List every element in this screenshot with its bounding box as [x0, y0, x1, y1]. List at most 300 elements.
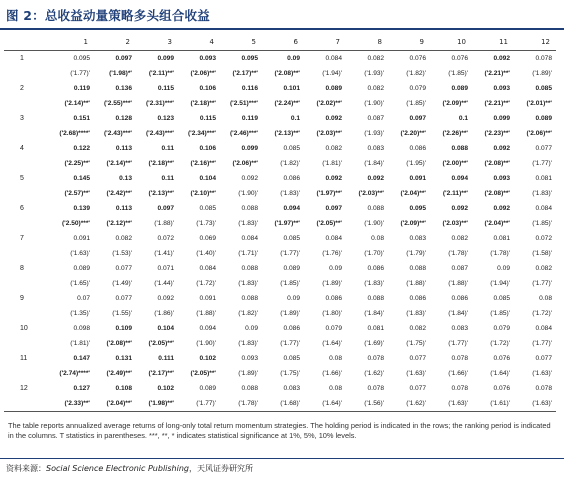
return-cell: 0.086: [409, 144, 426, 152]
return-cell: 0.084: [325, 54, 342, 62]
column-header: 5: [220, 34, 262, 51]
column-header: 7: [304, 34, 346, 51]
return-cell: 0.083: [451, 324, 468, 332]
t-stat-cell: ('2.13)**': [274, 129, 300, 137]
return-cell: 0.094: [283, 204, 300, 212]
return-cell: 0.088: [241, 294, 258, 302]
t-stat-cell: ('2.00)**': [442, 159, 468, 167]
t-stat-cell: ('1.85)': [406, 99, 426, 107]
return-cell: 0.084: [535, 204, 552, 212]
row-label: 1: [20, 54, 24, 62]
return-cell: 0.092: [325, 114, 342, 122]
return-cell: 0.101: [283, 84, 300, 92]
t-stat-cell: ('2.13)**': [148, 189, 174, 197]
t-stat-cell: ('1.80)': [322, 309, 342, 317]
return-cell: 0.136: [115, 84, 132, 92]
return-cell: 0.095: [241, 54, 258, 62]
table-row-tstat: [4, 336, 556, 352]
t-stat-cell: ('1.63)': [406, 369, 426, 377]
return-cell: 0.071: [157, 264, 174, 272]
t-stat-cell: ('1.97)**': [274, 219, 300, 227]
table-row-tstat: [4, 216, 556, 232]
table-row: [4, 111, 556, 126]
t-stat-cell: ('1.40)': [196, 249, 216, 257]
row-label: 2: [20, 84, 24, 92]
t-stat-cell: ('1.90)': [196, 339, 216, 347]
t-stat-cell: ('2.08)**': [274, 69, 300, 77]
t-stat-cell: ('1.53)': [112, 249, 132, 257]
return-cell: 0.088: [241, 384, 258, 392]
column-header: 9: [388, 34, 430, 51]
t-stat-cell: ('2.25)**': [64, 159, 90, 167]
t-stat-cell: ('1.72)': [490, 339, 510, 347]
return-cell: 0.078: [535, 384, 552, 392]
return-cell: 0.115: [199, 114, 216, 122]
return-cell: 0.122: [73, 144, 90, 152]
row-label-blank: [4, 66, 52, 82]
t-stat-cell: ('1.83)': [238, 339, 258, 347]
t-stat-cell: ('1.89)': [532, 69, 552, 77]
return-cell: 0.088: [241, 204, 258, 212]
row-label-blank: [4, 186, 52, 202]
t-stat-cell: ('1.89)': [322, 279, 342, 287]
return-cell: 0.085: [283, 234, 300, 242]
return-cell: 0.091: [199, 294, 216, 302]
source-prefix: 资料来源：: [6, 464, 46, 473]
column-header: 6: [262, 34, 304, 51]
t-stat-cell: ('1.89)': [238, 369, 258, 377]
row-label-blank: [4, 306, 52, 322]
return-cell: 0.077: [535, 144, 552, 152]
table-body: [4, 51, 556, 412]
row-label-blank: [4, 276, 52, 292]
return-cell: 0.086: [409, 294, 426, 302]
t-stat-cell: ('1.81)': [322, 159, 342, 167]
t-stat-cell: ('2.06)**': [232, 159, 258, 167]
return-cell: 0.094: [451, 174, 468, 182]
return-cell: 0.08: [329, 384, 342, 392]
t-stat-cell: ('2.46)***': [229, 129, 258, 137]
return-cell: 0.077: [115, 264, 132, 272]
row-label: 4: [20, 144, 24, 152]
t-stat-cell: ('1.61)': [472, 396, 514, 412]
t-stat-cell: ('1.75)': [406, 339, 426, 347]
return-cell: 0.092: [325, 174, 342, 182]
t-stat-cell: ('1.81)': [70, 339, 90, 347]
return-cell: 0.13: [119, 174, 132, 182]
return-cell: 0.089: [73, 264, 90, 272]
return-cell: 0.092: [451, 204, 468, 212]
column-header: 3: [136, 34, 178, 51]
return-cell: 0.077: [409, 384, 426, 392]
t-stat-cell: ('1.41)': [154, 249, 174, 257]
return-cell: 0.081: [367, 324, 384, 332]
return-cell: 0.086: [367, 264, 384, 272]
t-stat-cell: ('2.42)**': [106, 189, 132, 197]
column-header: 10: [430, 34, 472, 51]
t-stat-cell: ('2.26)**': [442, 129, 468, 137]
t-stat-cell: ('1.77)': [280, 339, 300, 347]
t-stat-cell: ('1.93)': [364, 69, 384, 77]
return-cell: 0.085: [535, 84, 552, 92]
t-stat-cell: ('2.02)**': [316, 99, 342, 107]
return-cell: 0.145: [73, 174, 90, 182]
t-stat-cell: ('2.17)**': [148, 369, 174, 377]
t-stat-cell: ('1.98)**': [136, 396, 178, 412]
t-stat-cell: ('1.89)': [280, 309, 300, 317]
table-row: [4, 291, 556, 306]
table-row-tstat: [4, 186, 556, 202]
return-cell: 0.076: [493, 384, 510, 392]
t-stat-cell: ('2.08)**': [484, 159, 510, 167]
row-label-blank: [4, 336, 52, 352]
return-cell: 0.119: [73, 84, 90, 92]
return-cell: 0.097: [157, 204, 174, 212]
return-cell: 0.123: [157, 114, 174, 122]
t-stat-cell: ('2.51)***': [229, 99, 258, 107]
t-stat-cell: ('2.05)**': [316, 219, 342, 227]
source-suffix: ，天风证券研究所: [189, 464, 253, 473]
return-cell: 0.088: [367, 204, 384, 212]
table-row-tstat: [4, 126, 556, 142]
t-stat-cell: ('2.49)**': [106, 369, 132, 377]
table-row-tstat: [4, 306, 556, 322]
return-cell: 0.086: [283, 324, 300, 332]
t-stat-cell: ('2.24)**': [274, 99, 300, 107]
t-stat-cell: ('1.56)': [346, 396, 388, 412]
t-stat-cell: ('2.09)**': [400, 219, 426, 227]
t-stat-cell: ('1.88)': [154, 219, 174, 227]
return-cell: 0.128: [115, 114, 132, 122]
return-cell: 0.082: [367, 54, 384, 62]
column-header: 4: [178, 34, 220, 51]
return-cell: 0.077: [409, 354, 426, 362]
t-stat-cell: ('1.90)': [364, 219, 384, 227]
return-cell: 0.119: [241, 114, 258, 122]
return-cell: 0.095: [73, 54, 90, 62]
t-stat-cell: ('1.85)': [490, 309, 510, 317]
t-stat-cell: ('1.88)': [448, 279, 468, 287]
return-cell: 0.079: [493, 324, 510, 332]
t-stat-cell: ('1.84)': [364, 159, 384, 167]
return-cell: 0.085: [493, 294, 510, 302]
t-stat-cell: ('2.08)**': [106, 339, 132, 347]
figure-title: 图 2：总收益动量策略多头组合收益: [6, 8, 210, 23]
return-cell: 0.09: [497, 264, 510, 272]
return-cell: 0.078: [451, 384, 468, 392]
table-row-tstat: [4, 66, 556, 82]
t-stat-cell: ('1.90)': [238, 189, 258, 197]
return-cell: 0.1: [458, 114, 468, 122]
t-stat-cell: ('2.05)**': [190, 369, 216, 377]
return-cell: 0.078: [367, 384, 384, 392]
return-cell: 0.086: [325, 294, 342, 302]
return-cell: 0.093: [493, 84, 510, 92]
return-cell: 0.082: [325, 144, 342, 152]
t-stat-cell: ('1.49)': [112, 279, 132, 287]
row-label: 6: [20, 204, 24, 212]
t-stat-cell: ('1.77)': [532, 339, 552, 347]
return-cell: 0.087: [367, 114, 384, 122]
row-label-blank: [4, 126, 52, 142]
t-stat-cell: ('1.75)': [280, 369, 300, 377]
row-label-blank: [4, 216, 52, 232]
return-cell: 0.081: [535, 174, 552, 182]
return-cell: 0.082: [451, 234, 468, 242]
t-stat-cell: ('1.83)': [364, 279, 384, 287]
t-stat-cell: ('2.12)**': [106, 219, 132, 227]
return-cell: 0.139: [73, 204, 90, 212]
table-row-tstat: [4, 276, 556, 292]
table-row: [4, 231, 556, 246]
t-stat-cell: ('1.97)**': [316, 189, 342, 197]
return-cell: 0.081: [493, 234, 510, 242]
t-stat-cell: ('1.78)': [448, 249, 468, 257]
return-cell: 0.097: [325, 204, 342, 212]
return-cell: 0.097: [409, 114, 426, 122]
return-cell: 0.085: [283, 144, 300, 152]
return-cell: 0.082: [535, 264, 552, 272]
return-cell: 0.072: [157, 234, 174, 242]
t-stat-cell: ('1.62)': [364, 369, 384, 377]
column-header: 11: [472, 34, 514, 51]
table-row: [4, 171, 556, 186]
return-cell: 0.083: [367, 144, 384, 152]
table-row: [4, 261, 556, 276]
row-label: 10: [20, 324, 28, 332]
t-stat-cell: ('2.18)**': [148, 159, 174, 167]
return-cell: 0.08: [539, 294, 552, 302]
return-cell: 0.091: [73, 234, 90, 242]
return-cell: 0.072: [535, 234, 552, 242]
t-stat-cell: ('1.77)': [448, 339, 468, 347]
row-label: 5: [20, 174, 24, 182]
return-cell: 0.093: [241, 354, 258, 362]
t-stat-cell: ('2.33)**': [52, 396, 94, 412]
t-stat-cell: ('1.70)': [364, 249, 384, 257]
return-cell: 0.088: [241, 264, 258, 272]
return-cell: 0.09: [287, 54, 300, 62]
column-header: 8: [346, 34, 388, 51]
t-stat-cell: ('1.66)': [448, 369, 468, 377]
t-stat-cell: ('1.85)': [280, 279, 300, 287]
t-stat-cell: ('1.77)': [178, 396, 220, 412]
t-stat-cell: ('2.10)**': [190, 189, 216, 197]
title-rule: [0, 28, 564, 30]
return-cell: 0.092: [493, 144, 510, 152]
return-cell: 0.095: [409, 204, 426, 212]
t-stat-cell: ('2.03)**': [358, 189, 384, 197]
return-cell: 0.111: [158, 354, 174, 362]
t-stat-cell: ('1.65)': [70, 279, 90, 287]
t-stat-cell: ('2.05)**': [148, 339, 174, 347]
header-corner: [4, 34, 52, 51]
t-stat-cell: ('2.43)***': [103, 129, 132, 137]
return-cell: 0.076: [493, 354, 510, 362]
t-stat-cell: ('2.23)**': [484, 129, 510, 137]
t-stat-cell: ('1.79)': [406, 249, 426, 257]
return-cell: 0.09: [329, 264, 342, 272]
t-stat-cell: ('1.77)': [280, 249, 300, 257]
t-stat-cell: ('1.64)': [490, 369, 510, 377]
return-cell: 0.147: [73, 354, 90, 362]
row-label-blank: [4, 366, 52, 382]
return-cell: 0.109: [115, 324, 132, 332]
t-stat-cell: ('1.85)': [448, 69, 468, 77]
t-stat-cell: ('2.20)**': [400, 129, 426, 137]
t-stat-cell: ('2.17)**': [232, 69, 258, 77]
t-stat-cell: ('1.72)': [196, 279, 216, 287]
return-cell: 0.127: [73, 384, 90, 392]
row-label: 7: [20, 234, 24, 242]
return-cell: 0.069: [199, 234, 216, 242]
t-stat-cell: ('2.14)**': [64, 99, 90, 107]
return-cell: 0.094: [199, 324, 216, 332]
t-stat-cell: ('1.62)': [388, 396, 430, 412]
return-cell: 0.089: [325, 84, 342, 92]
return-cell: 0.092: [241, 174, 258, 182]
t-stat-cell: ('1.83)': [406, 309, 426, 317]
return-cell: 0.084: [199, 264, 216, 272]
table-row: [4, 321, 556, 336]
return-cell: 0.092: [367, 174, 384, 182]
t-stat-cell: ('1.68)': [262, 396, 304, 412]
return-cell: 0.079: [409, 84, 426, 92]
return-cell: 0.077: [115, 294, 132, 302]
t-stat-cell: ('1.72)': [532, 309, 552, 317]
row-label: 8: [20, 264, 24, 272]
t-stat-cell: ('2.11)**': [148, 69, 174, 77]
return-cell: 0.076: [409, 54, 426, 62]
source-rule: [0, 458, 564, 459]
return-cell: 0.088: [409, 264, 426, 272]
return-cell: 0.078: [451, 354, 468, 362]
t-stat-cell: ('1.83)': [532, 189, 552, 197]
return-cell: 0.089: [283, 264, 300, 272]
table-row: [4, 201, 556, 216]
t-stat-cell: ('1.88)': [406, 279, 426, 287]
return-cell: 0.082: [115, 234, 132, 242]
t-stat-cell: ('2.03)**': [316, 129, 342, 137]
t-stat-cell: ('2.08)**': [484, 189, 510, 197]
return-cell: 0.089: [199, 384, 216, 392]
t-stat-cell: ('1.82)': [406, 69, 426, 77]
return-cell: 0.099: [241, 144, 258, 152]
t-stat-cell: ('1.77)': [70, 69, 90, 77]
return-cell: 0.098: [73, 324, 90, 332]
t-stat-cell: ('2.34)***': [187, 129, 216, 137]
t-stat-cell: ('1.35)': [70, 309, 90, 317]
t-stat-cell: ('1.55)': [112, 309, 132, 317]
return-cell: 0.079: [325, 324, 342, 332]
column-header: 12: [514, 34, 556, 51]
t-stat-cell: ('2.31)***': [145, 99, 174, 107]
return-cell: 0.11: [161, 144, 174, 152]
return-cell: 0.087: [451, 264, 468, 272]
t-stat-cell: ('1.94)': [322, 69, 342, 77]
t-stat-cell: ('2.50)***': [61, 219, 90, 227]
t-stat-cell: ('1.64)': [322, 339, 342, 347]
source-publisher: Social Science Electronic Publishing: [46, 464, 189, 473]
return-cell: 0.151: [73, 114, 90, 122]
source-line: [6, 463, 253, 474]
return-cell: 0.086: [451, 294, 468, 302]
t-stat-cell: ('1.78)': [220, 396, 262, 412]
row-label-blank: [4, 156, 52, 172]
return-cell: 0.104: [199, 174, 216, 182]
t-stat-cell: ('1.95)': [406, 159, 426, 167]
t-stat-cell: ('1.84)': [364, 309, 384, 317]
t-stat-cell: ('1.93)': [364, 129, 384, 137]
return-cell: 0.083: [409, 234, 426, 242]
return-cell: 0.085: [283, 354, 300, 362]
row-label: 3: [20, 114, 24, 122]
t-stat-cell: ('1.44)': [154, 279, 174, 287]
return-cell: 0.093: [493, 174, 510, 182]
return-cell: 0.08: [329, 354, 342, 362]
row-label-blank: [4, 396, 52, 412]
return-cell: 0.077: [535, 354, 552, 362]
table-row: [4, 51, 556, 66]
t-stat-cell: ('1.77)': [532, 159, 552, 167]
t-stat-cell: ('1.98)*': [109, 69, 132, 77]
return-cell: 0.084: [325, 234, 342, 242]
return-cell: 0.084: [535, 324, 552, 332]
return-cell: 0.085: [199, 204, 216, 212]
t-stat-cell: ('2.55)***': [103, 99, 132, 107]
t-stat-cell: ('2.03)**': [442, 219, 468, 227]
row-label-blank: [4, 96, 52, 112]
return-cell: 0.099: [493, 114, 510, 122]
t-stat-cell: ('2.06)**': [190, 69, 216, 77]
return-cell: 0.092: [493, 204, 510, 212]
table-row-tstat: [4, 366, 556, 382]
return-cell: 0.091: [409, 174, 426, 182]
t-stat-cell: ('1.63)': [430, 396, 472, 412]
return-cell: 0.089: [451, 84, 468, 92]
return-cell: 0.078: [535, 54, 552, 62]
return-cell: 0.09: [287, 294, 300, 302]
return-cell: 0.108: [115, 384, 132, 392]
t-stat-cell: ('2.09)**': [442, 99, 468, 107]
table-row: [4, 141, 556, 156]
table-row-tstat: [4, 246, 556, 262]
momentum-returns-table: [4, 34, 556, 412]
t-stat-cell: ('2.06)**': [526, 129, 552, 137]
return-cell: 0.102: [157, 384, 174, 392]
t-stat-cell: ('2.74)****': [59, 369, 90, 377]
t-stat-cell: ('2.68)****': [59, 129, 90, 137]
t-stat-cell: ('1.90)': [364, 99, 384, 107]
t-stat-cell: ('1.73)': [196, 219, 216, 227]
return-cell: 0.088: [451, 144, 468, 152]
return-cell: 0.113: [115, 204, 132, 212]
row-label: 12: [20, 384, 28, 392]
t-stat-cell: ('1.63)': [514, 396, 556, 412]
t-stat-cell: ('2.21)**': [484, 99, 510, 107]
return-cell: 0.116: [241, 84, 258, 92]
header-row: [4, 34, 556, 51]
t-stat-cell: ('2.21)**': [484, 69, 510, 77]
table-row: [4, 81, 556, 96]
t-stat-cell: ('2.43)***': [145, 129, 174, 137]
return-cell: 0.084: [241, 234, 258, 242]
row-label: 9: [20, 294, 24, 302]
t-stat-cell: ('2.57)**': [64, 189, 90, 197]
return-cell: 0.083: [283, 384, 300, 392]
t-stat-cell: ('2.04)**': [94, 396, 136, 412]
return-cell: 0.106: [199, 84, 216, 92]
